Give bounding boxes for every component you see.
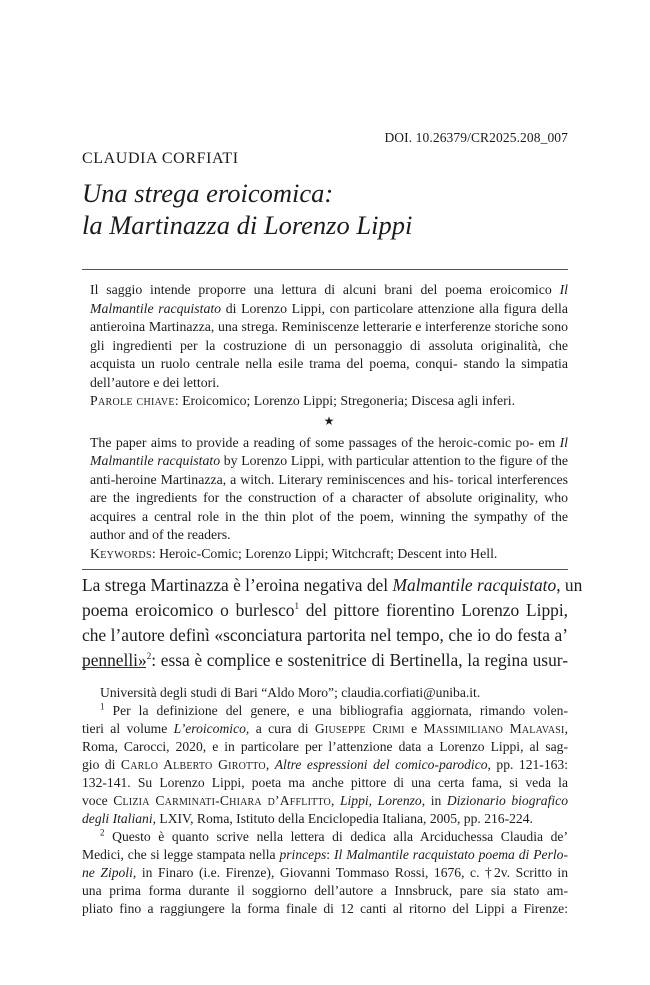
article-title — [82, 177, 412, 241]
footnotes: Università degli studi di Bari “Aldo Moro”; claudia.corfiati@uniba.it. $^1$ Per la definizione del genere, e una bibliografia aggiornata, rimando volen- tieri al volume L’eroicomico, a cura di Giuseppe Crimi e Massimiliano Malavasi, Roma, Carocci, 2020, e in particolare per l’attenzione data a Lorenzo Lippi, al sag- gio di Carlo Alberto Girotto, Altre espressioni del comico-parodico, pp. 121-163: 132-141. Su Lorenzo Lippi, poeta ma anche pittore di una certa fama, si veda la voce Clizia Carminati-Chiara d’Afflitto, Lippi, Lorenzo, in Dizionario biografico degli Italiani, LXIV, Roma, Istituto della Enciclopedia Italiana, 2005, pp. 216-224. $^2$ Questo è quanto scrive nella lettera di dedica alla Arciduchessa Claudia de’ Medici, che si legge stampata nella princeps: Il Malmantile racquistato poema di Perlo- ne Zipoli, in Finaro (i.e. Firenze), Giovanni Tommaso Rossi, 1676, c. †2v. Scritto in una prima forma durante il soggiorno dell’autore a Innsbruck, pare sia stato am- pliato fino a raggiungere la forma finale di 12 canti al ritorno del Lippi a Firenze: — [82, 685, 568, 916]
author-affiliation: Università degli studi di Bari “Aldo Moro”; claudia.corfiati@uniba.it. — [100, 685, 481, 700]
body-line: che l’autore definì «sconciatura partorita nel tempo, che io do festa a’ — [82, 625, 568, 645]
abstract-english: The paper aims to provide a reading of some passages of the heroic-comic po- em Il Malmantile racquistato by Lorenzo Lippi, with particular attention to the figure of the anti-heroine Martinazza, a witch. Literary reminiscences and his- torical interferences are the ingredients for the construction of a character of absolute originality, who acquires a central role in the thin plot of the poem, winning the sympathy of the author and of the readers. Keywords: Heroic-Comic; Lorenzo Lippi; Witchcraft; Descent into Hell. — [90, 434, 568, 564]
body-paragraph — [82, 573, 583, 673]
keywords-italian: Parole chiave: Eroicomico; Lorenzo Lippi; Stregoneria; Discesa agli inferi. — [90, 393, 516, 408]
body-line: La strega Martinazza è l’eroina negativa del Malmantile racquistato, un — [82, 575, 583, 595]
keywords-english: Keywords: Heroic-Comic; Lorenzo Lippi; Witchcraft; Descent into Hell. — [90, 545, 498, 561]
body-line: poema eroicomico o burlesco$^1$ del pittore fiorentino Lorenzo Lippi, — [82, 600, 569, 620]
author-name: CLAUDIA CORFIATI — [82, 150, 239, 167]
footnote-ref-2[interactable]: 2 — [146, 651, 152, 662]
doi-line: DOI. 10.26379/CR2025.208_007 — [384, 130, 568, 145]
abstract-box — [82, 269, 568, 570]
title-line-2: la Martinazza di Lorenzo Lippi — [82, 210, 413, 240]
separator-star: ★ — [323, 413, 335, 428]
abstract-italian: Il saggio intende proporre una lettura di alcuni brani del poema eroicomico Il Malmantile racquistato di Lorenzo Lippi, con particolare attenzione alla figura della antieroina Martinazza, una strega. Reminiscenze letterarie e interferenze storiche sono gli ingredienti per la costruzione di un personaggio di assoluta originalità, che acquista un ruolo centrale nella esile trama del poema, conqui- stando la simpatia dell’autore e dei lettori. Parole chiave: Eroicomico; Lorenzo Lippi; Stregoneria; Discesa agli inferi. — [90, 281, 568, 411]
footnote-ref-1[interactable]: 1 — [294, 601, 299, 612]
title-line-1: Una strega eroicomica: — [82, 178, 334, 208]
body-line: pennelli»$^2$: essa è complice e sostenitrice di Bertinella, la regina usur- — [82, 650, 568, 670]
footnote-1: $^1$ Per la definizione del genere, e una bibliografia aggiornata, rimando volen- — [100, 701, 568, 718]
footnote-rule — [82, 667, 146, 668]
footnote-2: $^2$ Questo è quanto scrive nella lettera di dedica alla Arciduchessa Claudia de’ — [100, 827, 568, 844]
